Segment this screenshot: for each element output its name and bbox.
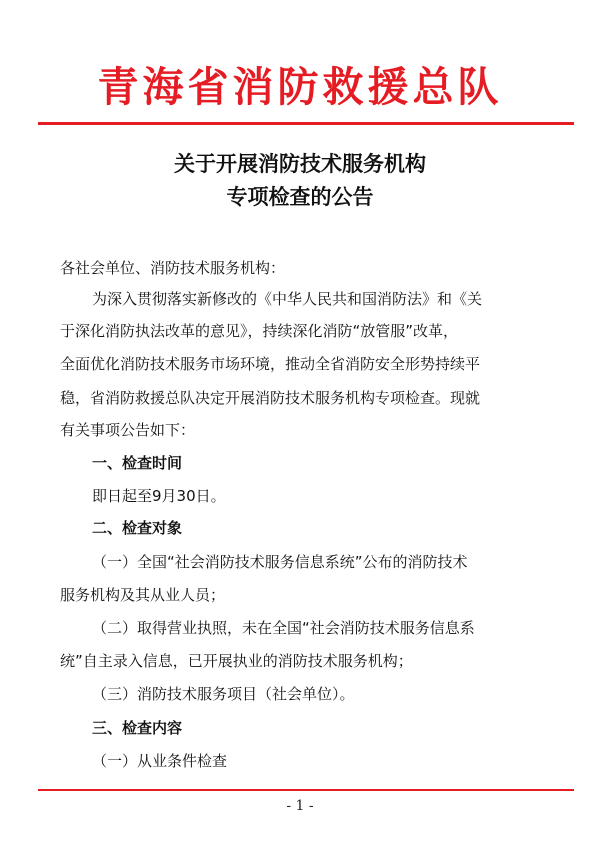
intro-line: 有关事项公告如下： (60, 421, 196, 439)
intro-line: 稳，省消防救援总队决定开展消防技术服务机构专项检查。现就 (60, 389, 481, 407)
intro-line: 于深化消防执法改革的意见》，持续深化消防“放管服”改革， (60, 322, 459, 340)
section-heading-targets: 二、检查对象 (92, 519, 183, 537)
target-item-2-line: （二）取得营业执照，未在全国“社会消防技术服务信息系 (92, 619, 475, 637)
target-item-1-line: （一）全国“社会消防技术服务信息系统”公布的消防技术 (92, 553, 468, 571)
salutation: 各社会单位、消防技术服务机构： (60, 259, 286, 277)
section-heading-content: 三、检查内容 (92, 719, 183, 737)
intro-line: 为深入贯彻落实新修改的《中华人民共和国消防法》和《关 (92, 290, 483, 308)
intro-line: 全面优化消防技术服务市场环境，推动全省消防安全形势持续平 (60, 355, 481, 373)
content-item-1: （一）从业条件检查 (92, 752, 228, 770)
page-number: - 1 - (286, 798, 314, 814)
document-title-line-1: 关于开展消防技术服务机构 (174, 151, 426, 176)
target-item-3: （三）消防技术服务项目（社会单位）。 (92, 685, 355, 703)
section-heading-time: 一、检查时间 (92, 454, 183, 472)
issuing-organization-header: 青海省消防救援总队 (97, 63, 503, 111)
target-item-2-line: 统”自主录入信息，已开展执业的消防技术服务机构； (60, 652, 413, 670)
header-red-rule (38, 122, 574, 125)
document-title-line-2: 专项检查的公告 (226, 184, 374, 209)
section-content-time: 即日起至9月30日。 (92, 487, 226, 505)
footer-red-rule (38, 789, 574, 791)
target-item-1-line: 服务机构及其从业人员； (60, 586, 226, 604)
